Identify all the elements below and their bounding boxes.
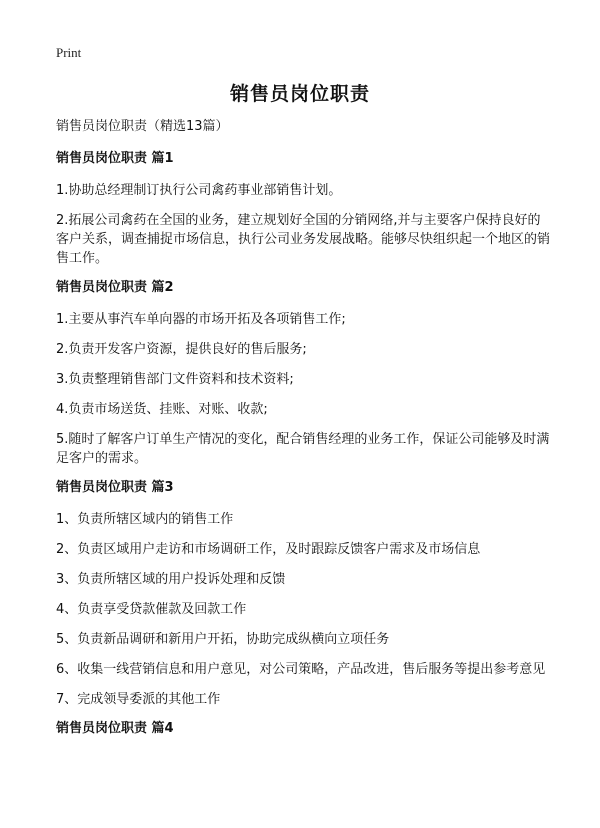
- paragraph: 3.负责整理销售部门文件资料和技术资料;: [56, 372, 294, 387]
- paragraph: 4、负责享受贷款催款及回款工作: [56, 602, 247, 617]
- paragraph: 4.负责市场送货、挂账、对账、收款;: [56, 402, 268, 417]
- paragraph: 6、收集一线营销信息和用户意见，对公司策略，产品改进，售后服务等提出参考意见: [56, 662, 546, 677]
- paragraph: 5.随时了解客户订单生产情况的变化，配合销售经理的业务工作，保证公司能够及时满足客户的需求。: [56, 432, 550, 466]
- paragraph: 1、负责所辖区域内的销售工作: [56, 512, 234, 527]
- paragraph: 2.负责开发客户资源，提供良好的售后服务;: [56, 342, 307, 357]
- print-label: Print: [56, 45, 82, 60]
- paragraph: 2.拓展公司禽药在全国的业务，建立规划好全国的分销网络,并与主要客户保持良好的客户关系，调查捕捉市场信息，执行公司业务发展战略。能够尽快组织起一个地区的销售工作。: [56, 213, 551, 266]
- paragraph: 3、负责所辖区域的用户投诉处理和反馈: [56, 572, 286, 587]
- paragraph: 5、负责新品调研和新用户开拓，协助完成纵横向立项任务: [56, 632, 390, 647]
- document-title: 销售员岗位职责: [229, 83, 370, 105]
- document-subtitle: 销售员岗位职责（精选13篇）: [56, 119, 229, 134]
- section-heading: 销售员岗位职责 篇3: [56, 480, 174, 495]
- section-1: [56, 150, 550, 268]
- section-2: [56, 279, 550, 468]
- section-heading: 销售员岗位职责 篇2: [56, 280, 174, 295]
- section-heading: 销售员岗位职责 篇1: [56, 151, 174, 166]
- section-heading: 销售员岗位职责 篇4: [56, 721, 174, 736]
- paragraph: 7、完成领导委派的其他工作: [56, 692, 221, 707]
- paragraph: 1.协助总经理制订执行公司禽药事业部销售计划。: [56, 183, 342, 198]
- paragraph: 1.主要从事汽车单向器的市场开拓及各项销售工作;: [56, 312, 346, 327]
- section-3: [56, 479, 550, 709]
- section-4: [56, 720, 550, 738]
- document-body: [56, 118, 550, 751]
- paragraph: 2、负责区域用户走访和市场调研工作，及时跟踪反馈客户需求及市场信息: [56, 542, 481, 557]
